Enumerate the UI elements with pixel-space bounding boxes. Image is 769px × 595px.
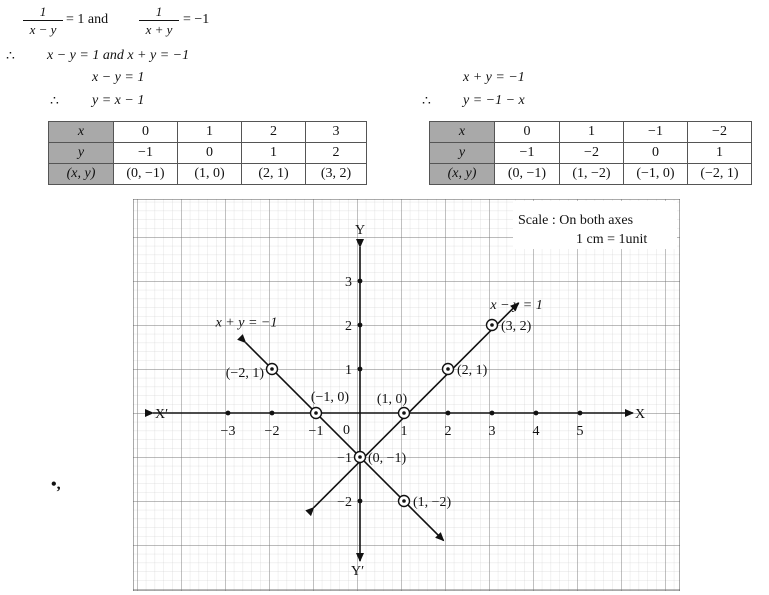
equation-rhs-2: = −1: [183, 12, 210, 27]
fraction-denominator: x − y: [29, 22, 57, 37]
table-row-header: y: [430, 143, 495, 164]
point-label: (0, −1): [368, 451, 407, 466]
table-cell: −2: [560, 143, 624, 164]
table-row: [49, 122, 367, 143]
x-tick-dot: [578, 411, 583, 416]
y-tick-dot: [358, 499, 363, 504]
table-row-header: x: [430, 122, 495, 143]
y-tick-label: −2: [337, 495, 352, 510]
line-equation-label: x − y = 1: [490, 298, 543, 313]
line-equation-label: x + y = −1: [215, 315, 278, 331]
table-cell: (2, 1): [242, 164, 306, 185]
y-axis-negative-label: Y′: [351, 564, 365, 579]
graph-paper: [133, 199, 680, 591]
graph-svg: [133, 199, 680, 591]
table-cell: −1: [495, 143, 560, 164]
point-label: (−2, 1): [225, 366, 264, 381]
table-cell: 0: [178, 143, 242, 164]
table-cell: (0, −1): [114, 164, 178, 185]
fraction-numerator: 1: [39, 4, 47, 19]
y-tick-dot: [358, 323, 363, 328]
table-row: [49, 143, 367, 164]
x-axis-positive-label: X: [635, 407, 646, 422]
point-center: [446, 367, 450, 371]
scale-line-2: 1 cm = 1unit: [576, 232, 648, 247]
value-table-right: [429, 121, 752, 185]
y-tick-label: −1: [337, 451, 352, 466]
fraction-numerator: 1: [155, 4, 163, 19]
left-solved-equation: y = x − 1: [92, 93, 145, 108]
x-tick-dot: [226, 411, 231, 416]
table-cell: 2: [242, 122, 306, 143]
therefore-symbol: ∴: [6, 49, 15, 64]
table-row: [430, 143, 752, 164]
table-cell: (3, 2): [306, 164, 367, 185]
x-tick-dot: [446, 411, 451, 416]
fraction-1-over-x-minus-y: [23, 4, 63, 37]
table-row: [49, 164, 367, 185]
stray-mark: •,: [51, 476, 61, 493]
x-tick-dot: [270, 411, 275, 416]
table-cell: (0, −1): [495, 164, 560, 185]
right-solved-equation: y = −1 − x: [463, 93, 525, 108]
table-cell: −1: [624, 122, 688, 143]
therefore-symbol: ∴: [50, 94, 59, 109]
table-cell: 0: [624, 143, 688, 164]
table-row-header: y: [49, 143, 114, 164]
table-cell: (1, 0): [178, 164, 242, 185]
point-center: [314, 411, 318, 415]
point-label: (1, 0): [376, 392, 408, 407]
origin-label: 0: [343, 423, 350, 438]
point-label: (−1, 0): [310, 390, 350, 405]
point-center: [270, 367, 274, 371]
x-tick-dot: [534, 411, 539, 416]
table-cell: 1: [560, 122, 624, 143]
y-tick-label: 2: [345, 319, 352, 334]
point-label: (3, 2): [501, 319, 532, 334]
fraction-denominator: x + y: [145, 22, 173, 37]
x-tick-label: 4: [532, 424, 540, 439]
x-tick-label: −3: [220, 424, 236, 439]
x-tick-label: 3: [488, 424, 496, 439]
table-cell: 2: [306, 143, 367, 164]
y-axis-positive-label: Y: [355, 223, 366, 238]
table-cell: 1: [242, 143, 306, 164]
point-label: (2, 1): [457, 363, 488, 378]
point-label: (1, −2): [413, 495, 452, 510]
point-center: [358, 455, 362, 459]
y-tick-dot: [358, 367, 363, 372]
table-row-header: (x, y): [430, 164, 495, 185]
table-cell: 1: [178, 122, 242, 143]
table-cell: (−1, 0): [624, 164, 688, 185]
x-axis-negative-label: X′: [155, 407, 169, 422]
table-cell: −1: [114, 143, 178, 164]
x-tick-label: −1: [308, 424, 324, 439]
equation-system: x − y = 1 and x + y = −1: [47, 48, 190, 63]
table-row-header: (x, y): [49, 164, 114, 185]
x-tick-label: 5: [576, 424, 584, 439]
table-cell: −2: [688, 122, 752, 143]
table-row: [430, 164, 752, 185]
table-cell: 3: [306, 122, 367, 143]
scale-line-1: Scale : On both axes: [518, 213, 634, 228]
right-equation: x + y = −1: [463, 70, 525, 85]
fraction-1-over-x-plus-y: [139, 4, 179, 37]
point-center: [402, 499, 406, 503]
equation-rhs-1: = 1 and: [66, 12, 109, 27]
table-cell: (−2, 1): [688, 164, 752, 185]
x-tick-label: −2: [264, 424, 280, 439]
x-tick-label: 1: [400, 424, 408, 439]
table-cell: 0: [495, 122, 560, 143]
point-center: [490, 323, 494, 327]
y-tick-label: 3: [345, 275, 352, 290]
x-tick-dot: [490, 411, 495, 416]
table-row-header: x: [49, 122, 114, 143]
table-cell: 0: [114, 122, 178, 143]
y-tick-label: 1: [345, 363, 352, 378]
x-tick-label: 2: [444, 424, 452, 439]
left-equation: x − y = 1: [92, 70, 145, 85]
table-cell: 1: [688, 143, 752, 164]
y-tick-dot: [358, 279, 363, 284]
therefore-symbol: ∴: [422, 94, 431, 109]
table-row: [430, 122, 752, 143]
table-cell: (1, −2): [560, 164, 624, 185]
value-table-left: [48, 121, 367, 185]
point-center: [402, 411, 406, 415]
